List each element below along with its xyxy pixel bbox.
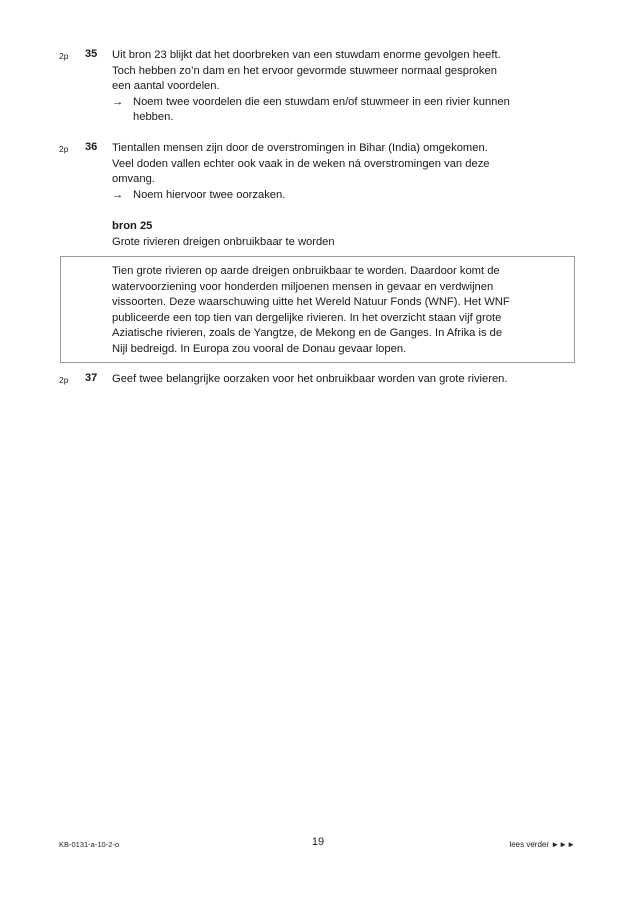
task-text-line: Noem twee voordelen die een stuwdam en/of stuwmeer in een rivier kunnen (133, 95, 510, 108)
source-heading (112, 219, 335, 250)
question-text-line: Uit bron 23 blijkt dat het doorbreken van een stuwdam enorme gevolgen heeft. (112, 49, 501, 61)
source-text-box (60, 256, 575, 363)
source-subtitle: Grote rivieren dreigen onbruikbaar te worden (112, 235, 335, 248)
question-text-line: Toch hebben zo’n dam en het ervoor gevormde stuwmeer normaal gesproken (112, 64, 497, 77)
source-text-line: Tien grote rivieren op aarde dreigen onbruikbaar te worden. Daardoor komt de (112, 265, 500, 277)
source-text-line: watervoorziening voor honderden miljoenen mensen in gevaar en verdwijnen (112, 280, 494, 293)
question-points: 2p (59, 375, 69, 385)
question-body (112, 372, 582, 388)
source-text-line: vissoorten. Deze waarschuwing uitte het Wereld Natuur Fonds (WNF). Het WNF (112, 296, 510, 309)
arrow-right-icon: → (112, 95, 124, 108)
source-title: bron 25 (112, 220, 153, 232)
question-text-line: Veel doden vallen echter ook vaak in de weken ná overstromingen van deze (112, 157, 490, 170)
question-task (112, 95, 582, 126)
question-number: 35 (85, 48, 98, 60)
page-number: 19 (311, 836, 325, 848)
question-text-line: een aantal voordelen. (112, 80, 220, 93)
question-number: 37 (85, 372, 98, 384)
question-text-line: Geef twee belangrijke oorzaken voor het onbruikbaar worden van grote rivieren. (112, 373, 508, 385)
source-text (112, 264, 510, 358)
question-text-line: Tientallen mensen zijn door de overstromingen in Bihar (India) omgekomen. (112, 142, 488, 154)
task-text-line: hebben. (133, 111, 174, 124)
question-task (112, 188, 582, 204)
source-text-line: Nijl bedreigd. In Europa zou vooral de Donau gevaar lopen. (112, 342, 407, 355)
continue-indicator: lees verder ►►► (509, 840, 575, 849)
arrow-right-icon: → (112, 188, 124, 201)
source-text-line: publiceerde een top tien van dergelijke rivieren. In het overzicht staan vijf grote (112, 311, 502, 324)
question-body (112, 141, 582, 203)
question-body (112, 48, 582, 126)
question-points: 2p (59, 144, 69, 154)
document-code: KB-0131-a-10-2-o (59, 840, 120, 849)
question-text-line: omvang. (112, 173, 155, 186)
task-text-line: Noem hiervoor twee oorzaken. (133, 188, 286, 201)
source-text-line: Aziatische rivieren, zoals de Yangtze, de Mekong en de Ganges. In Afrika is de (112, 327, 503, 340)
question-points: 2p (59, 51, 69, 61)
question-number: 36 (85, 141, 98, 153)
